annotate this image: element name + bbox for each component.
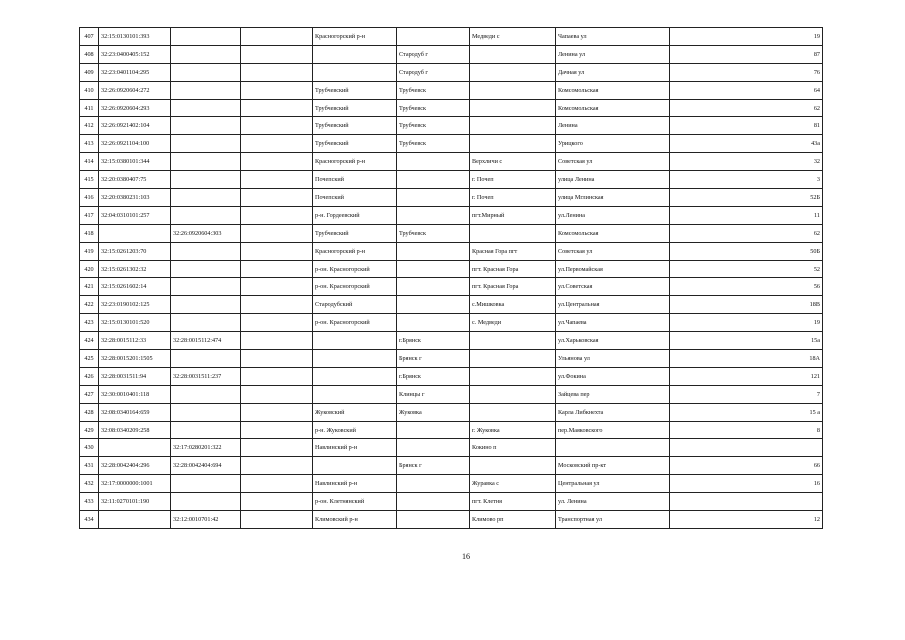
city-cell — [397, 314, 470, 332]
street-cell: ул.Советская — [556, 278, 670, 296]
cadastral-number-cell: 32:28:0015201:1505 — [99, 350, 171, 368]
row-number-cell: 429 — [80, 421, 99, 439]
cadastral-number-cell: 32:15:0380101:344 — [99, 153, 171, 171]
row-number-cell: 411 — [80, 99, 99, 117]
city-cell: Брянск г — [397, 350, 470, 368]
district-cell: р-он. Красногорский — [313, 260, 397, 278]
row-number-cell: 417 — [80, 206, 99, 224]
house-number-cell: 52Б — [670, 189, 823, 207]
building-cadastral-number-cell — [171, 81, 241, 99]
building-cadastral-number-cell — [171, 475, 241, 493]
extra-cell — [241, 367, 313, 385]
cadastral-number-cell: 32:23:0190102:125 — [99, 296, 171, 314]
house-number-cell: 52 — [670, 260, 823, 278]
table-row — [80, 403, 823, 421]
street-cell: Советская ул — [556, 242, 670, 260]
city-cell — [397, 296, 470, 314]
house-number-cell: 19 — [670, 314, 823, 332]
row-number-cell: 433 — [80, 493, 99, 511]
cadastral-number-cell: 32:28:0015112:33 — [99, 332, 171, 350]
settlement-cell: Верхличи с — [470, 153, 556, 171]
house-number-cell: 15 а — [670, 403, 823, 421]
extra-cell — [241, 135, 313, 153]
row-number-cell: 418 — [80, 224, 99, 242]
street-cell: ул.Центральная — [556, 296, 670, 314]
building-cadastral-number-cell — [171, 153, 241, 171]
house-number-cell: 76 — [670, 63, 823, 81]
row-number-cell: 434 — [80, 511, 99, 529]
extra-cell — [241, 421, 313, 439]
city-cell — [397, 511, 470, 529]
street-cell: ул.Первомайская — [556, 260, 670, 278]
district-cell: Трубчевский — [313, 99, 397, 117]
street-cell: ул.Ленина — [556, 206, 670, 224]
city-cell — [397, 189, 470, 207]
street-cell: Карла Либкнехта — [556, 403, 670, 421]
district-cell: Красногорский р-н — [313, 242, 397, 260]
row-number-cell: 425 — [80, 350, 99, 368]
house-number-cell: 43а — [670, 135, 823, 153]
street-cell: ул.Фокина — [556, 367, 670, 385]
settlement-cell — [470, 63, 556, 81]
row-number-cell: 426 — [80, 367, 99, 385]
table-row — [80, 224, 823, 242]
building-cadastral-number-cell — [171, 278, 241, 296]
settlement-cell — [470, 332, 556, 350]
district-cell: Почепский — [313, 189, 397, 207]
extra-cell — [241, 511, 313, 529]
table-row — [80, 457, 823, 475]
house-number-cell: 8 — [670, 421, 823, 439]
row-number-cell: 421 — [80, 278, 99, 296]
house-number-cell: 62 — [670, 99, 823, 117]
extra-cell — [241, 332, 313, 350]
settlement-cell: пгт. Красная Гора — [470, 278, 556, 296]
street-cell: Комсомольская — [556, 224, 670, 242]
row-number-cell: 416 — [80, 189, 99, 207]
building-cadastral-number-cell — [171, 171, 241, 189]
building-cadastral-number-cell: 32:17:0280201:322 — [171, 439, 241, 457]
street-cell: Ульянова ул — [556, 350, 670, 368]
street-cell: улица Мглинская — [556, 189, 670, 207]
table-body — [80, 28, 823, 529]
settlement-cell: пгт. Клетня — [470, 493, 556, 511]
settlement-cell — [470, 117, 556, 135]
settlement-cell: г. Почеп — [470, 189, 556, 207]
district-cell — [313, 367, 397, 385]
district-cell — [313, 457, 397, 475]
city-cell: Брянск г — [397, 457, 470, 475]
district-cell — [313, 63, 397, 81]
house-number-cell: 81 — [670, 117, 823, 135]
cadastral-number-cell: 32:08:0340164:659 — [99, 403, 171, 421]
settlement-cell — [470, 457, 556, 475]
district-cell: р-н. Жуковский — [313, 421, 397, 439]
house-number-cell: 15а — [670, 332, 823, 350]
city-cell — [397, 421, 470, 439]
district-cell: Трубчевский — [313, 135, 397, 153]
street-cell: Урицкого — [556, 135, 670, 153]
district-cell — [313, 45, 397, 63]
building-cadastral-number-cell — [171, 28, 241, 46]
extra-cell — [241, 457, 313, 475]
cadastral-number-cell: 32:20:0380231:103 — [99, 189, 171, 207]
cadastral-number-cell: 32:26:0920604:293 — [99, 99, 171, 117]
building-cadastral-number-cell — [171, 296, 241, 314]
city-cell: Стародуб г — [397, 63, 470, 81]
district-cell: Жуковский — [313, 403, 397, 421]
settlement-cell — [470, 99, 556, 117]
table-row — [80, 260, 823, 278]
building-cadastral-number-cell — [171, 63, 241, 81]
cadastral-number-cell: 32:15:0261602:14 — [99, 278, 171, 296]
district-cell: р-н. Гордеевский — [313, 206, 397, 224]
city-cell: Стародуб г — [397, 45, 470, 63]
table-row — [80, 511, 823, 529]
district-cell: р-он. Красногорский — [313, 278, 397, 296]
house-number-cell — [670, 439, 823, 457]
table-row — [80, 45, 823, 63]
row-number-cell: 420 — [80, 260, 99, 278]
table-row — [80, 81, 823, 99]
house-number-cell: 12 — [670, 511, 823, 529]
house-number-cell — [670, 493, 823, 511]
building-cadastral-number-cell — [171, 421, 241, 439]
cadastral-number-cell: 32:15:0130101:393 — [99, 28, 171, 46]
table-row — [80, 99, 823, 117]
extra-cell — [241, 242, 313, 260]
house-number-cell: 87 — [670, 45, 823, 63]
settlement-cell: с.Мишковка — [470, 296, 556, 314]
house-number-cell: 7 — [670, 385, 823, 403]
table-row — [80, 189, 823, 207]
city-cell — [397, 171, 470, 189]
house-number-cell: 32 — [670, 153, 823, 171]
extra-cell — [241, 171, 313, 189]
row-number-cell: 423 — [80, 314, 99, 332]
street-cell: Транспортная ул — [556, 511, 670, 529]
table-row — [80, 63, 823, 81]
building-cadastral-number-cell — [171, 135, 241, 153]
table-row — [80, 206, 823, 224]
city-cell — [397, 493, 470, 511]
extra-cell — [241, 475, 313, 493]
city-cell: Трубчевск — [397, 224, 470, 242]
table-row — [80, 421, 823, 439]
city-cell — [397, 206, 470, 224]
city-cell: г.Брянск — [397, 367, 470, 385]
house-number-cell: 3 — [670, 171, 823, 189]
district-cell: Трубчевский — [313, 81, 397, 99]
building-cadastral-number-cell — [171, 206, 241, 224]
street-cell: Советская ул — [556, 153, 670, 171]
street-cell: Комсомольская — [556, 81, 670, 99]
district-cell: Красногорский р-н — [313, 28, 397, 46]
settlement-cell: Красная Гора пгт — [470, 242, 556, 260]
cadastral-number-cell: 32:11:0270101:190 — [99, 493, 171, 511]
city-cell: Трубчевск — [397, 81, 470, 99]
registry-table — [79, 27, 823, 529]
cadastral-number-cell: 32:28:0031511:94 — [99, 367, 171, 385]
street-cell: Московский пр-кт — [556, 457, 670, 475]
cadastral-number-cell: 32:23:0400405:152 — [99, 45, 171, 63]
settlement-cell — [470, 45, 556, 63]
row-number-cell: 408 — [80, 45, 99, 63]
row-number-cell: 427 — [80, 385, 99, 403]
city-cell: Клинцы г — [397, 385, 470, 403]
building-cadastral-number-cell: 32:12:0010701:42 — [171, 511, 241, 529]
table-row — [80, 117, 823, 135]
settlement-cell — [470, 350, 556, 368]
table-row — [80, 332, 823, 350]
city-cell — [397, 439, 470, 457]
table-row — [80, 171, 823, 189]
table-row — [80, 475, 823, 493]
building-cadastral-number-cell — [171, 350, 241, 368]
city-cell: Трубчевск — [397, 99, 470, 117]
settlement-cell: Кокино п — [470, 439, 556, 457]
page-number: 16 — [462, 552, 470, 561]
building-cadastral-number-cell — [171, 99, 241, 117]
extra-cell — [241, 206, 313, 224]
district-cell: Климовский р-н — [313, 511, 397, 529]
settlement-cell: г. Жуковка — [470, 421, 556, 439]
extra-cell — [241, 493, 313, 511]
city-cell: Трубчевск — [397, 117, 470, 135]
extra-cell — [241, 314, 313, 332]
district-cell: р-он. Красногорский — [313, 314, 397, 332]
building-cadastral-number-cell: 32:28:0015112:474 — [171, 332, 241, 350]
cadastral-number-cell — [99, 439, 171, 457]
building-cadastral-number-cell — [171, 385, 241, 403]
cadastral-number-cell — [99, 511, 171, 529]
table-row — [80, 296, 823, 314]
house-number-cell: 64 — [670, 81, 823, 99]
house-number-cell: 19 — [670, 28, 823, 46]
settlement-cell — [470, 385, 556, 403]
district-cell: Навлинский р-н — [313, 475, 397, 493]
district-cell: Красногорский р-н — [313, 153, 397, 171]
house-number-cell: 18А — [670, 350, 823, 368]
city-cell: г.Брянск — [397, 332, 470, 350]
cadastral-number-cell: 32:30:0010401:118 — [99, 385, 171, 403]
extra-cell — [241, 296, 313, 314]
district-cell: Почепский — [313, 171, 397, 189]
district-cell: Трубчевский — [313, 117, 397, 135]
settlement-cell: Журавка с — [470, 475, 556, 493]
city-cell — [397, 153, 470, 171]
house-number-cell: 66 — [670, 457, 823, 475]
street-cell: улица Ленина — [556, 171, 670, 189]
row-number-cell: 410 — [80, 81, 99, 99]
table-row — [80, 28, 823, 46]
house-number-cell: 121 — [670, 367, 823, 385]
street-cell: Центральная ул — [556, 475, 670, 493]
extra-cell — [241, 350, 313, 368]
street-cell: Дачная ул — [556, 63, 670, 81]
extra-cell — [241, 81, 313, 99]
row-number-cell: 414 — [80, 153, 99, 171]
extra-cell — [241, 153, 313, 171]
building-cadastral-number-cell — [171, 189, 241, 207]
cadastral-number-cell: 32:04:0310101:257 — [99, 206, 171, 224]
building-cadastral-number-cell — [171, 493, 241, 511]
cadastral-number-cell: 32:20:0380407:75 — [99, 171, 171, 189]
cadastral-number-cell: 32:15:0261302:32 — [99, 260, 171, 278]
building-cadastral-number-cell — [171, 260, 241, 278]
street-cell: Ленина ул — [556, 45, 670, 63]
row-number-cell: 415 — [80, 171, 99, 189]
extra-cell — [241, 385, 313, 403]
cadastral-number-cell: 32:08:0340209:258 — [99, 421, 171, 439]
building-cadastral-number-cell: 32:28:0042404:694 — [171, 457, 241, 475]
street-cell — [556, 439, 670, 457]
street-cell: ул.Чапаева — [556, 314, 670, 332]
building-cadastral-number-cell — [171, 314, 241, 332]
street-cell: ул. Ленина — [556, 493, 670, 511]
table-row — [80, 314, 823, 332]
table-row — [80, 493, 823, 511]
table-row — [80, 367, 823, 385]
house-number-cell: 18В — [670, 296, 823, 314]
settlement-cell — [470, 403, 556, 421]
row-number-cell: 413 — [80, 135, 99, 153]
cadastral-number-cell: 32:28:0042404:296 — [99, 457, 171, 475]
street-cell: Зайцева пер — [556, 385, 670, 403]
building-cadastral-number-cell: 32:26:0920604:303 — [171, 224, 241, 242]
row-number-cell: 409 — [80, 63, 99, 81]
city-cell — [397, 28, 470, 46]
house-number-cell: 50Б — [670, 242, 823, 260]
extra-cell — [241, 99, 313, 117]
settlement-cell — [470, 81, 556, 99]
district-cell — [313, 350, 397, 368]
cadastral-number-cell: 32:17:0000000:1001 — [99, 475, 171, 493]
extra-cell — [241, 45, 313, 63]
city-cell: Трубчевск — [397, 135, 470, 153]
table-row — [80, 385, 823, 403]
cadastral-number-cell — [99, 224, 171, 242]
row-number-cell: 412 — [80, 117, 99, 135]
table-row — [80, 278, 823, 296]
district-cell — [313, 385, 397, 403]
district-cell: Стародубский — [313, 296, 397, 314]
cadastral-number-cell: 32:26:0921402:104 — [99, 117, 171, 135]
extra-cell — [241, 439, 313, 457]
house-number-cell: 56 — [670, 278, 823, 296]
street-cell: ул.Харьковская — [556, 332, 670, 350]
extra-cell — [241, 63, 313, 81]
district-cell: р-он. Клетнянский — [313, 493, 397, 511]
table-row — [80, 439, 823, 457]
city-cell: Жуковка — [397, 403, 470, 421]
settlement-cell: с. Медведи — [470, 314, 556, 332]
settlement-cell: Климово рп — [470, 511, 556, 529]
settlement-cell: пгт. Красная Гора — [470, 260, 556, 278]
row-number-cell: 430 — [80, 439, 99, 457]
street-cell: Ленина — [556, 117, 670, 135]
extra-cell — [241, 28, 313, 46]
street-cell: Комсомольская — [556, 99, 670, 117]
building-cadastral-number-cell — [171, 117, 241, 135]
extra-cell — [241, 403, 313, 421]
extra-cell — [241, 189, 313, 207]
cadastral-number-cell: 32:26:0920604:272 — [99, 81, 171, 99]
extra-cell — [241, 117, 313, 135]
cadastral-number-cell: 32:15:0130101:520 — [99, 314, 171, 332]
row-number-cell: 432 — [80, 475, 99, 493]
building-cadastral-number-cell — [171, 242, 241, 260]
table-row — [80, 242, 823, 260]
district-cell: Трубчевский — [313, 224, 397, 242]
row-number-cell: 428 — [80, 403, 99, 421]
extra-cell — [241, 260, 313, 278]
street-cell: пер.Маяковского — [556, 421, 670, 439]
cadastral-number-cell: 32:26:0921104:100 — [99, 135, 171, 153]
street-cell: Чапаева ул — [556, 28, 670, 46]
building-cadastral-number-cell: 32:28:0031511:237 — [171, 367, 241, 385]
row-number-cell: 419 — [80, 242, 99, 260]
table-row — [80, 153, 823, 171]
district-cell — [313, 332, 397, 350]
house-number-cell: 11 — [670, 206, 823, 224]
settlement-cell — [470, 135, 556, 153]
row-number-cell: 424 — [80, 332, 99, 350]
registry-table-container — [79, 27, 822, 529]
city-cell — [397, 260, 470, 278]
table-row — [80, 350, 823, 368]
building-cadastral-number-cell — [171, 45, 241, 63]
house-number-cell: 16 — [670, 475, 823, 493]
row-number-cell: 422 — [80, 296, 99, 314]
building-cadastral-number-cell — [171, 403, 241, 421]
settlement-cell — [470, 367, 556, 385]
extra-cell — [241, 278, 313, 296]
table-row — [80, 135, 823, 153]
cadastral-number-cell: 32:15:0261203:70 — [99, 242, 171, 260]
district-cell: Навлинский р-н — [313, 439, 397, 457]
extra-cell — [241, 224, 313, 242]
cadastral-number-cell: 32:23:0401104:295 — [99, 63, 171, 81]
city-cell — [397, 242, 470, 260]
row-number-cell: 407 — [80, 28, 99, 46]
house-number-cell: 62 — [670, 224, 823, 242]
settlement-cell: г. Почеп — [470, 171, 556, 189]
settlement-cell: Медведи с — [470, 28, 556, 46]
settlement-cell: пгт.Мирный — [470, 206, 556, 224]
city-cell — [397, 475, 470, 493]
row-number-cell: 431 — [80, 457, 99, 475]
city-cell — [397, 278, 470, 296]
settlement-cell — [470, 224, 556, 242]
